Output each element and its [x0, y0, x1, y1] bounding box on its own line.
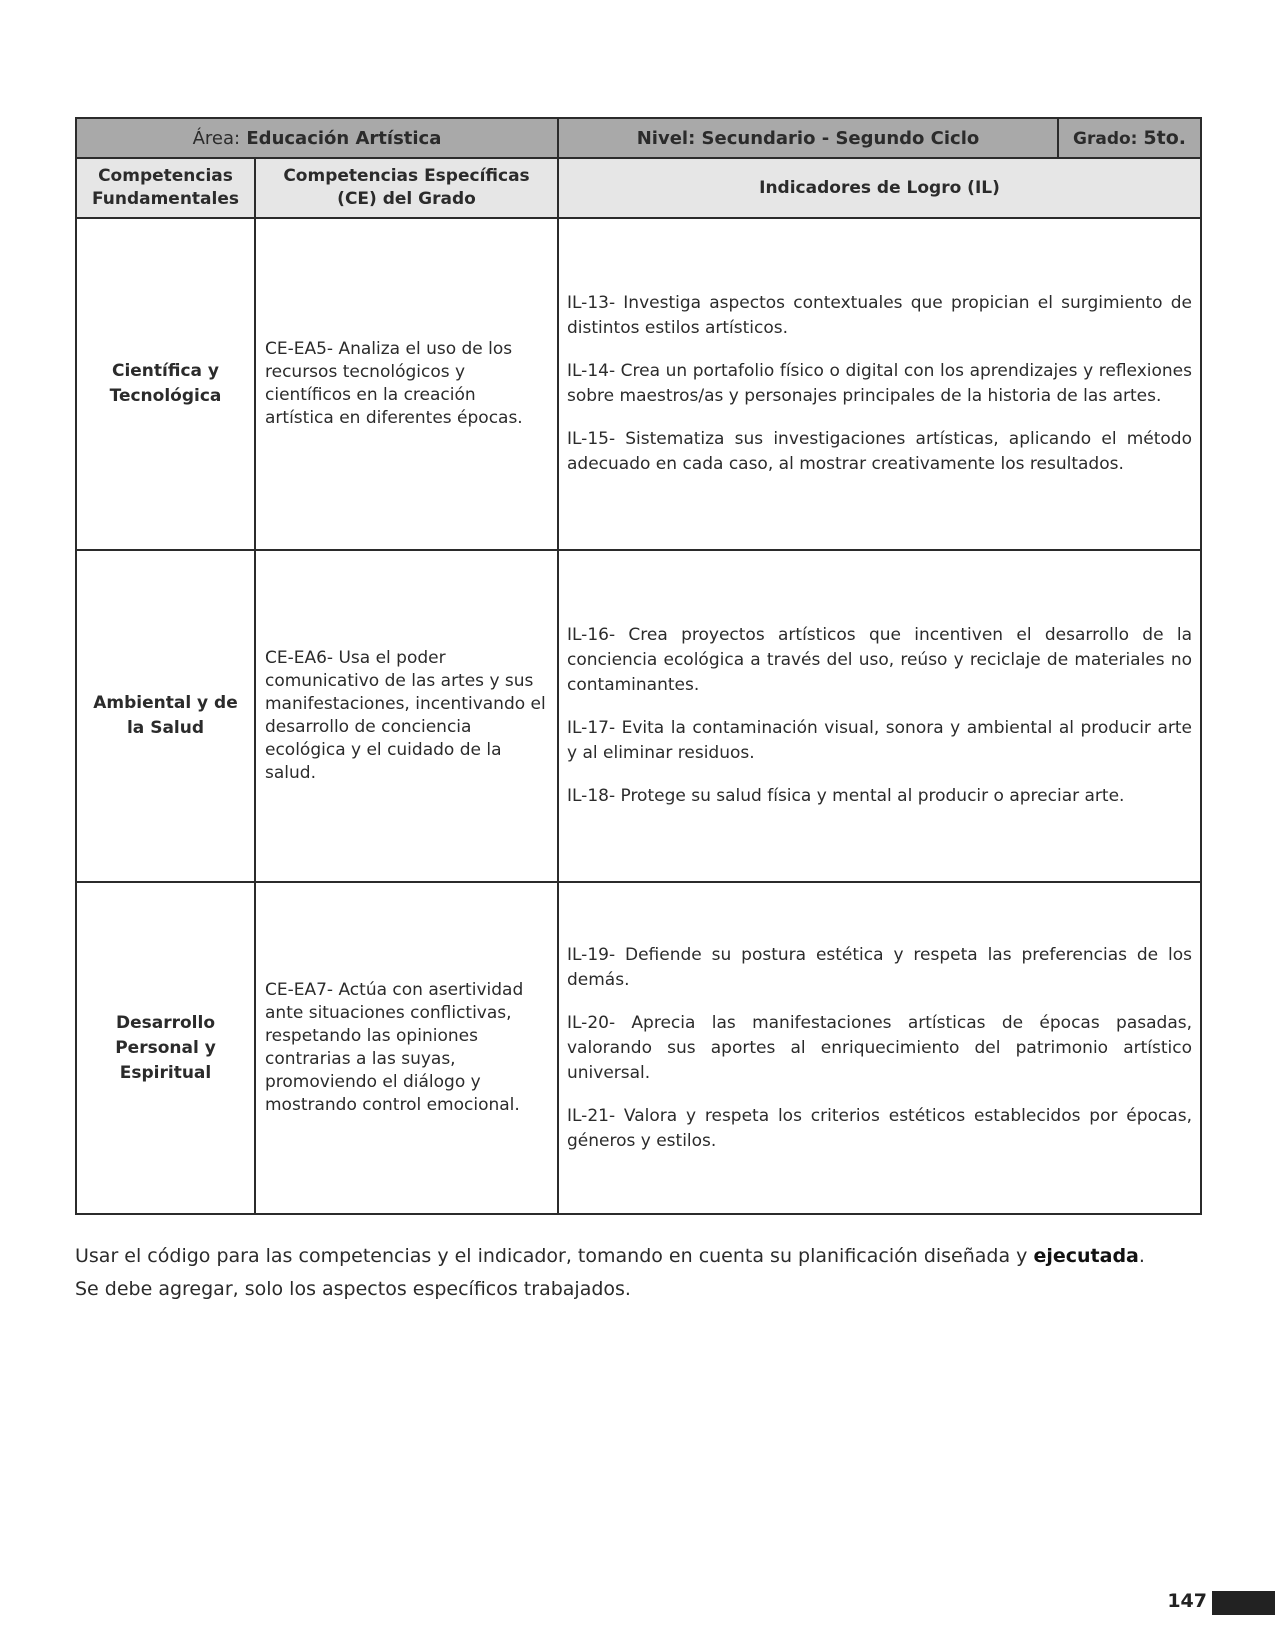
note-text: Usar el código para las competencias y el indicador, tomando en cuenta su planificación diseñada y [75, 1245, 1034, 1267]
indicator-item: IL-19- Defiende su postura estética y respeta las preferencias de los demás. [567, 944, 1192, 990]
indicator-item: IL-18- Protege su salud física y mental al producir o apreciar arte. [567, 786, 1125, 806]
note-period: . [1138, 1245, 1145, 1267]
area-cell [76, 118, 558, 158]
indicator-item: IL-17- Evita la contaminación visual, sonora y ambiental al producir arte y al eliminar residuos. [567, 718, 1192, 763]
achievement-indicators [558, 550, 1201, 882]
fundamental-competency: Ambiental y de la Salud [76, 550, 255, 882]
indicator-item: IL-15- Sistematiza sus investigaciones artísticas, aplicando el método adecuado en cada caso, al mostrar creativamente los resultados. [567, 429, 1192, 474]
column-header-row [76, 158, 1201, 218]
grade-value: 5to. [1143, 127, 1186, 149]
column-header-specific: Competencias Específicas (CE) del Grado [255, 158, 558, 218]
column-header-fundamental: Competencias Fundamentales [76, 158, 255, 218]
note-line-2: Se debe agregar, solo los aspectos específicos trabajados. [75, 1278, 631, 1300]
fundamental-competency: Científica y Tecnológica [76, 218, 255, 550]
column-header-indicators: Indicadores de Logro (IL) [558, 158, 1201, 218]
indicator-item: IL-16- Crea proyectos artísticos que incentiven el desarrollo de la conciencia ecológica a través del uso, reúso y reciclaje de materiales no contaminantes. [567, 625, 1192, 695]
grade-cell [1058, 118, 1201, 158]
level-cell: Nivel: Secundario - Segundo Ciclo [558, 118, 1058, 158]
usage-note [75, 1240, 1205, 1306]
indicator-item: IL-20- Aprecia las manifestaciones artísticas de épocas pasadas, valorando sus aportes al enriquecimiento del patrimonio artístico universal. [567, 1012, 1192, 1083]
competencies-table [75, 117, 1202, 1215]
table-header-row [76, 118, 1201, 158]
fundamental-competency: Desarrollo Personal y Espiritual [76, 882, 255, 1214]
page-number-bar [1212, 1591, 1275, 1615]
table-row [76, 218, 1201, 550]
page-number: 147 [1167, 1590, 1207, 1612]
area-value: Educación Artística [246, 127, 442, 149]
achievement-indicators [558, 882, 1201, 1214]
area-label: Área: [192, 127, 241, 149]
specific-competency: CE-EA6- Usa el poder comunicativo de las artes y sus manifestaciones, incentivando el desarrollo de conciencia ecológica y el cuidado de la salud. [255, 550, 558, 882]
table-row [76, 550, 1201, 882]
indicator-item: IL-21- Valora y respeta los criterios estéticos establecidos por épocas, géneros y estilos. [567, 1105, 1192, 1151]
indicator-item: IL-14- Crea un portafolio físico o digital con los aprendizajes y reflexiones sobre maestros/as y personajes principales de la historia de las artes. [567, 361, 1192, 406]
grade-label: Grado: [1073, 129, 1138, 149]
indicator-item: IL-13- Investiga aspectos contextuales que propician el surgimiento de distintos estilos artísticos. [567, 293, 1192, 338]
table-row [76, 882, 1201, 1214]
specific-competency: CE-EA7- Actúa con asertividad ante situaciones conflictivas, respetando las opiniones contrarias a las suyas, promoviendo el diálogo y mostrando control emocional. [255, 882, 558, 1214]
specific-competency: CE-EA5- Analiza el uso de los recursos tecnológicos y científicos en la creación artística en diferentes épocas. [255, 218, 558, 550]
achievement-indicators [558, 218, 1201, 550]
note-bold: ejecutada [1033, 1245, 1139, 1267]
